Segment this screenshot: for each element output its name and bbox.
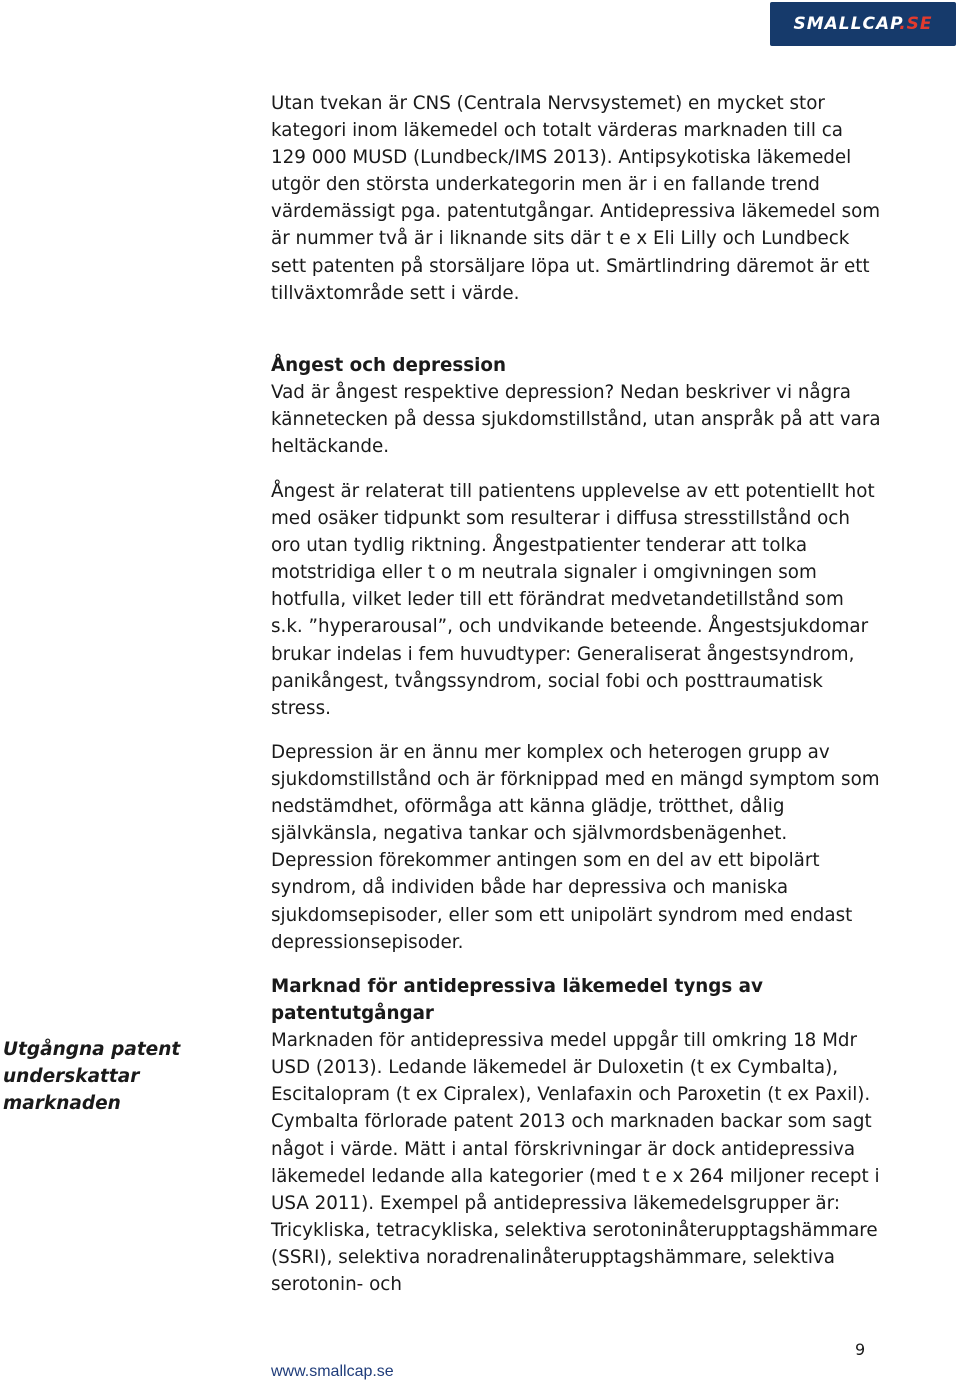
sidenote-callout: Utgångna patent underskattar marknaden — [3, 1039, 181, 1114]
paragraph-market: Marknaden för antidepressiva medel uppgår till omkring 18 Mdr USD (2013). Ledande läkemedel är Duloxetin (t ex Cymbalta), Escitalopram (t ex Cipralex), Venlafaxin och Paroxetin (t ex Paxil). Cymbalta förlorade patent 2013 och marknaden backar som sagt något i värde. Mätt i antal förskrivningar är dock antidepressiva läkemedel ledande alla kategorier (med t e x 264 miljoner recept i USA 2011). Exempel på antidepressiva läkemedelsgrupper är: Tricykliska, tetracykliska, selektiva serotoninåterupptagshämmare (SSRI), selektiva noradrenalinåterupptagshämmare, selektiva serotonin- och — [271, 1030, 880, 1296]
intro-paragraph-block — [271, 90, 881, 307]
footer-url[interactable]: www.smallcap.se — [271, 1363, 394, 1380]
paragraph-depression-block — [271, 739, 881, 956]
logo-text — [793, 14, 932, 34]
section-heading-market: Marknad för antidepressiva läkemedel tyngs av patentutgångar — [271, 976, 763, 1025]
paragraph-anxiety: Ångest är relaterat till patientens upplevelse av ett potentiellt hot med osäker tidpunkt som resulterar i diffusa stresstillstånd och oro utan tydlig riktning. Ångestpatienter tenderar att tolka motstridiga eller t o m neutrala signaler i omgivningen som hotfulla, vilket leder till ett förändrat medvetandetillstånd som s.k. ”hyperarousal”, och undvikande beteende. Ångestsjukdomar brukar indelas i fem huvudtyper: Generaliserat ångestsyndrom, panikångest, tvångssyndrom, social fobi och posttraumatisk stress. — [271, 481, 875, 719]
paragraph-anxiety-block — [271, 478, 881, 722]
page-number: 9 — [855, 1340, 866, 1359]
section-anxiety-depression — [271, 352, 881, 460]
logo-accent: .SE — [899, 14, 933, 34]
intro-paragraph: Utan tvekan är CNS (Centrala Nervsystemet) en mycket stor kategori inom läkemedel och totalt värderas marknaden till ca 129 000 MUSD (Lundbeck/IMS 2013). Antipsykotiska läkemedel utgör den största underkategorin men är i en fallande trend värdemässigt pga. patentutgångar. Antidepressiva läkemedel som är nummer två är i liknande sits där t e x Eli Lilly och Lundbeck sett patenten på storsäljare löpa ut. Smärtlindring däremot är ett tillväxtområde sett i värde. — [271, 93, 881, 304]
paragraph-definition: Vad är ångest respektive depression? Nedan beskriver vi några kännetecken på dessa sjukdomstillstånd, utan anspråk på att vara heltäckande. — [271, 382, 881, 458]
logo-main: SMALLCAP — [793, 14, 900, 34]
paragraph-depression: Depression är en ännu mer komplex och heterogen grupp av sjukdomstillstånd och är förknippad med en mängd symptom som nedstämdhet, oförmåga att känna glädje, trötthet, dålig självkänsla, negativa tankar och självmordsbenägenhet. Depression förekommer antingen som en del av ett bipolärt syndrom, då individen både har depressiva och maniska sjukdomsepisoder, eller som ett unipolärt syndrom med endast depressionsepisoder. — [271, 742, 880, 953]
smallcap-logo — [770, 2, 956, 46]
section-antidepressant-market — [271, 973, 881, 1298]
section-heading-anxiety-depression: Ångest och depression — [271, 355, 506, 376]
